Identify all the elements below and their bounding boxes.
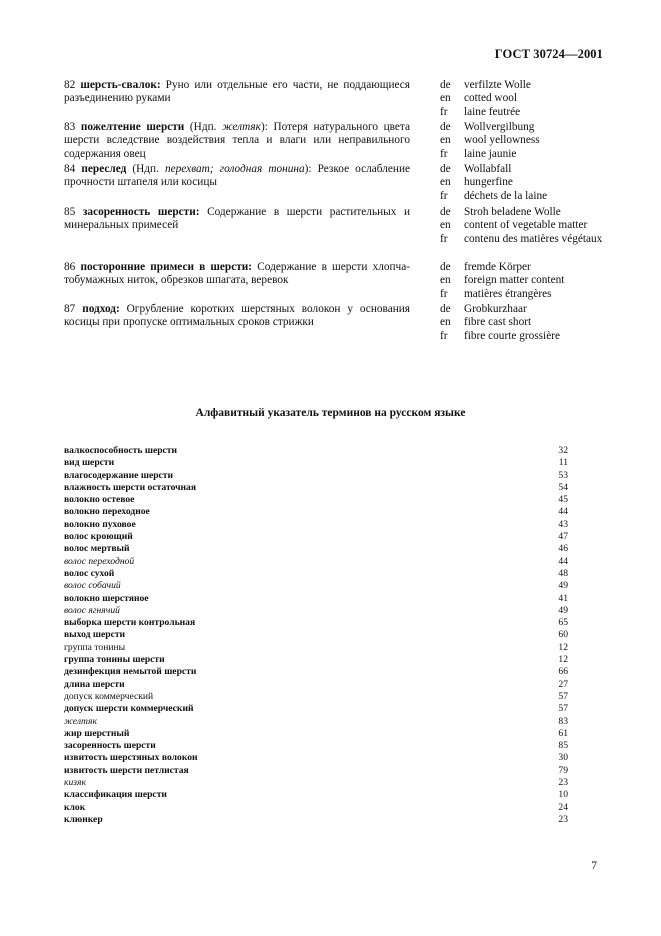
index-term-number: 57 [558, 703, 568, 715]
document-code-header: ГОСТ 30724—2001 [494, 47, 603, 61]
lang-term: verfilzte Wolle [464, 79, 531, 91]
index-term: группа тонины шерсти [64, 654, 165, 666]
index-term: волос мертвый [64, 543, 130, 555]
term-entry-84 [64, 163, 410, 190]
translation-en [440, 316, 640, 329]
index-row [64, 740, 568, 752]
term-title: шерсть-свалок: [80, 79, 161, 91]
index-term-number: 85 [558, 740, 568, 752]
index-term-number: 60 [558, 629, 568, 641]
index-row [64, 728, 568, 740]
lang-term: cotted wool [464, 92, 518, 105]
term-entry-86 [64, 261, 410, 288]
lang-code: en [440, 134, 451, 147]
lang-term: fremde Körper [464, 261, 531, 273]
index-row [64, 789, 568, 801]
index-term: влажность шерсти остаточная [64, 481, 197, 493]
translation-fr [440, 190, 640, 203]
translation-en [440, 219, 640, 232]
index-term: волос переходной [64, 555, 135, 567]
index-term-number: 49 [558, 604, 568, 616]
index-term: влагосодержание шерсти [64, 469, 174, 481]
translations-87 [440, 303, 640, 343]
term-paren-prefix: (Ндп. [126, 163, 165, 175]
index-term-number: 30 [558, 752, 568, 764]
index-row [64, 666, 568, 678]
translation-de [440, 261, 640, 274]
index-term: извитость шерсти петлистая [64, 764, 189, 776]
lang-code: de [440, 163, 451, 175]
translation-fr [440, 106, 640, 119]
index-term-number: 41 [558, 592, 568, 604]
lang-term: wool yellowness [464, 134, 540, 147]
index-row [64, 703, 568, 715]
term-number: 82 [64, 79, 76, 91]
index-term: извитость шерстяных волокон [64, 752, 198, 764]
index-row [64, 765, 568, 777]
lang-term: Stroh beladene Wolle [464, 206, 561, 218]
term-title: посторонние примеси в шерсти: [80, 261, 253, 273]
lang-code: de [440, 79, 451, 91]
translation-de [440, 163, 640, 176]
term-number: 86 [64, 261, 76, 273]
index-term-number: 53 [558, 469, 568, 481]
index-row [64, 777, 568, 789]
translation-fr [440, 148, 640, 161]
term-definition: Содержание в шерсти растительных и минеральных примесей [64, 206, 411, 232]
term-title: пожелтение шерсти [80, 121, 185, 133]
index-term: волос собачий [64, 580, 121, 592]
index-row [64, 802, 568, 814]
index-term-number: 48 [558, 567, 568, 579]
index-row [64, 531, 568, 543]
index-term: кизяк [64, 777, 86, 789]
index-term: дезинфекция немытой шерсти [64, 666, 197, 678]
index-row [64, 814, 568, 826]
index-row [64, 543, 568, 555]
lang-term: foreign matter content [464, 274, 565, 287]
index-term-number: 47 [558, 531, 568, 543]
index-term-number: 44 [558, 506, 568, 518]
index-row [64, 470, 568, 482]
lang-code: en [440, 274, 451, 287]
lang-term: contenu des matières végétaux [464, 232, 603, 245]
lang-code: fr [440, 329, 448, 342]
index-term-number: 65 [558, 617, 568, 629]
term-title: засоренность шерсти: [82, 206, 200, 218]
index-term-number: 12 [558, 641, 568, 653]
term-definition: Содержание в шерсти хлопчатобумажных ниток, обрезков шпагата, веревок [64, 261, 411, 287]
index-term: волокно переходное [64, 506, 150, 518]
term-entry-85 [64, 206, 410, 233]
lang-term: déchets de la laine [464, 189, 548, 202]
index-term: желтяк [64, 715, 97, 727]
translation-de [440, 206, 640, 219]
index-term-number: 83 [558, 715, 568, 727]
lang-code: de [440, 121, 451, 133]
index-term-number: 11 [558, 457, 568, 469]
index-row [64, 457, 568, 469]
index-row [64, 752, 568, 764]
term-definition: Резкое ослабление прочности штапеля или косицы [64, 163, 411, 189]
index-row [64, 506, 568, 518]
lang-code: fr [440, 287, 448, 300]
term-paren-prefix: (Ндп. [184, 121, 223, 133]
index-row [64, 642, 568, 654]
index-row [64, 679, 568, 691]
index-term-number: 44 [558, 555, 568, 567]
term-deprecated: желтяк [222, 121, 261, 133]
index-term: группа тонины [64, 641, 126, 653]
lang-code: fr [440, 105, 448, 118]
term-definition: Потеря натурального цвета шерсти вследствие воздействия тепла и влаги или неправильного содержания овец [64, 121, 410, 160]
index-term: допуск коммерческий [64, 690, 154, 702]
index-term-number: 43 [558, 518, 568, 530]
index-term: волокно шерстяное [64, 592, 149, 604]
lang-code: de [440, 206, 451, 218]
lang-term: fibre courte grossière [464, 329, 560, 342]
index-term-number: 61 [558, 727, 568, 739]
index-row [64, 568, 568, 580]
lang-term: matières étrangères [464, 287, 552, 300]
term-title: переслед [81, 163, 127, 175]
index-term-number: 32 [558, 445, 568, 456]
index-term-number: 10 [558, 789, 568, 801]
index-row [64, 445, 568, 457]
index-term: клюнкер [64, 813, 103, 825]
index-row [64, 580, 568, 592]
lang-code: fr [440, 147, 448, 160]
lang-code: en [440, 92, 451, 105]
index-row [64, 716, 568, 728]
lang-term: Wollabfall [464, 163, 512, 175]
index-term: волос ягнячий [64, 604, 120, 616]
lang-code: de [440, 303, 451, 315]
index-term-number: 12 [558, 654, 568, 666]
translation-fr [440, 330, 640, 343]
translations-82 [440, 79, 640, 119]
index-term-number: 79 [558, 764, 568, 776]
index-row [64, 691, 568, 703]
translation-de [440, 303, 640, 316]
lang-term: laine feutrée [464, 105, 521, 118]
page-number: 7 [591, 860, 597, 872]
translation-en [440, 274, 640, 287]
index-row [64, 482, 568, 494]
lang-term: Grobkurzhaar [464, 303, 527, 315]
lang-code: en [440, 219, 451, 232]
index-term: засоренность шерсти [64, 740, 156, 752]
index-term: волос кроющий [64, 531, 133, 543]
term-deprecated: перехват; голодная тонина [165, 163, 305, 175]
translations-85 [440, 206, 640, 246]
lang-term: laine jaunie [464, 147, 517, 160]
index-row [64, 519, 568, 531]
term-entry-83 [64, 121, 410, 161]
index-term-number: 66 [558, 666, 568, 678]
term-title: подход: [82, 303, 120, 315]
lang-term: fibre cast short [464, 316, 532, 329]
index-row [64, 605, 568, 617]
translations-83 [440, 121, 640, 161]
index-term: допуск шерсти коммерческий [64, 703, 194, 715]
index-term: волокно остевое [64, 494, 135, 506]
term-entry-87 [64, 303, 410, 330]
term-number: 83 [64, 121, 76, 133]
index-term: валкоспособность шерсти [64, 445, 178, 456]
lang-term: Wollvergilbung [464, 121, 535, 133]
index-term: выход шерсти [64, 629, 126, 641]
index-term: длина шерсти [64, 678, 125, 690]
translation-fr [440, 288, 640, 301]
index-title: Алфавитный указатель терминов на русском языке [195, 407, 466, 419]
index-term-number: 27 [558, 678, 568, 690]
lang-term: content of vegetable matter [464, 219, 588, 232]
index-row [64, 629, 568, 641]
index-term-number: 49 [558, 580, 568, 592]
index-term-number: 57 [558, 690, 568, 702]
translations-84 [440, 163, 640, 203]
index-term: вид шерсти [64, 457, 115, 469]
alphabetical-index [64, 445, 568, 826]
index-term-number: 23 [558, 813, 568, 825]
index-term-number: 45 [558, 494, 568, 506]
index-term-number: 46 [558, 543, 568, 555]
lang-code: fr [440, 232, 448, 245]
index-row [64, 654, 568, 666]
term-paren-suffix: ): [260, 121, 268, 133]
index-row [64, 556, 568, 568]
term-number: 87 [64, 303, 76, 315]
term-entry-82 [64, 79, 410, 106]
index-term: клок [64, 801, 86, 813]
index-term-number: 54 [558, 481, 568, 493]
term-number: 84 [64, 163, 76, 175]
translation-de [440, 121, 640, 134]
lang-code: fr [440, 189, 448, 202]
translations-86 [440, 261, 640, 301]
index-term-number: 23 [558, 777, 568, 789]
index-row [64, 617, 568, 629]
translation-fr [440, 233, 640, 246]
index-term-number: 24 [558, 801, 568, 813]
term-definition: Руно или отдельные его части, не поддающиеся разъединению руками [64, 79, 410, 105]
translation-en [440, 92, 640, 105]
index-term: выборка шерсти контрольная [64, 617, 196, 629]
translation-en [440, 176, 640, 189]
index-term: жир шерстный [64, 727, 130, 739]
index-row [64, 593, 568, 605]
term-number: 85 [64, 206, 76, 218]
index-term: волос сухой [64, 567, 115, 579]
index-term: волокно пуховое [64, 518, 136, 530]
translation-en [440, 134, 640, 147]
lang-code: de [440, 261, 451, 273]
term-definition: Огрубление коротких шерстяных волокон у основания косицы при пропуске оптимальных сроков стрижки [64, 303, 410, 329]
translation-de [440, 79, 640, 92]
index-term: классификация шерсти [64, 789, 167, 801]
lang-code: en [440, 316, 451, 329]
lang-code: en [440, 176, 451, 189]
index-row [64, 494, 568, 506]
lang-term: hungerfine [464, 176, 513, 189]
term-paren-suffix: ): [304, 163, 312, 175]
